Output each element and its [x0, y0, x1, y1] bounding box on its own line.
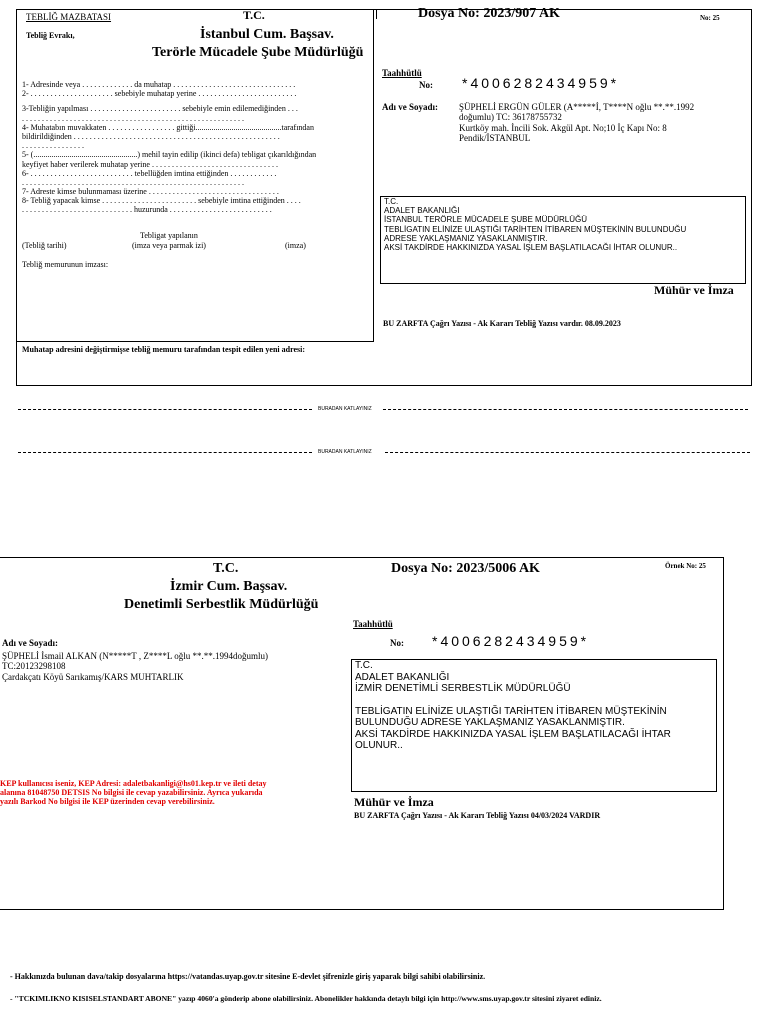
- form-line: 5- (....................................................) mehil tayin edilip (ikinci defa) tebligat çıkarıldığından: [22, 150, 317, 160]
- form-line: bildirildiğinden . . . . . . . . . . . . . . . . . . . . . . . . . . . . . . . . . . . . . . . . . . . . . . . . . . . .: [22, 131, 280, 141]
- fold-label-2: BURADAN KATLAYINIZ: [318, 449, 372, 455]
- bottom-unit: Denetimli Serbestlik Müdürlüğü: [124, 597, 319, 612]
- notice-line: AKSİ TAKDİRDE HAKKINIZDA YASAL İŞLEM BAŞLATILACAĞI İHTAR OLUNUR..: [384, 242, 678, 252]
- recipient-line: Pendik/İSTANBUL: [459, 133, 531, 144]
- top-tc: T.C.: [243, 8, 265, 22]
- footer-line-2: - "TCKIMLIKNO KISISELSTANDART ABONE" yazıp 4060'a gönderip abone olabilirsiniz. Abonelikler hakkında detaylı bilgi için http://www.sms.uyap.gov.tr sitesini ziyaret ediniz.: [10, 994, 602, 1003]
- bottom-notice-text: [355, 660, 713, 752]
- form-line: . . . . . . . . . . . . . . . . . . . . . . . . . . . . . . . . . . . . . . . . . . . . . . . . . . . . . . . .: [22, 113, 244, 123]
- notice-line: TEBLİGATIN ELİNİZE ULAŞTIĞI TARİHTEN İTİBAREN MÜŞTEKİNİN: [355, 705, 667, 717]
- top-zarf-icerik: BU ZARFTA Çağrı Yazısı - Ak Kararı Tebliğ Yazısı vardır. 08.09.2023: [383, 319, 621, 328]
- notice-line: T.C.: [355, 660, 373, 671]
- imza-parmak-izi: (imza veya parmak izi): [132, 241, 206, 250]
- recipient-line: Çardakçatı Köyü Sarıkamış/KARS MUHTARLIK: [2, 671, 184, 682]
- bottom-court: İzmir Cum. Başsav.: [170, 579, 288, 594]
- fold-line-solid-right: [385, 452, 750, 453]
- form-line: 1- Adresinde veya . . . . . . . . . . . . . da muhatap . . . . . . . . . . . . . . . . . . . . . . . . . . . . . . .: [22, 80, 296, 89]
- bottom-zarf-icerik: BU ZARFTA Çağrı Yazısı - Ak Kararı Tebliğ Yazısı 04/03/2024 VARDIR: [354, 811, 601, 820]
- tebligat-yapilanin: Tebligat yapılanın: [140, 231, 198, 240]
- bottom-taahhutlu: Taahhütlü: [353, 619, 393, 629]
- notice-line: OLUNUR..: [355, 740, 403, 751]
- kep-line: yazılı Barkod No bilgisi ile KEP üzerinden cevap verebilirsiniz.: [0, 797, 215, 807]
- footer-line-1: - Hakkınızda bulunan dava/takip dosyalarına https://vatandas.uyap.gov.tr sitesine E-devlet şifrenizle giriş yaparak bilgi sahibi olabilirsiniz.: [10, 972, 486, 981]
- form-line: . . . . . . . . . . . . . . . . . . . . . . . . . . . . . . . . . . . . . . . . . . . . . . . . . . . . . . . .: [22, 177, 244, 187]
- top-notice-text: [384, 197, 744, 252]
- recipient-line: Kurtköy mah. İncili Sok. Akgül Apt. No;10 İç Kapı No: 8: [459, 122, 667, 133]
- form-line: 7- Adreste kimse bulunmaması üzerine . . . . . . . . . . . . . . . . . . . . . . . . . . . . . . . . .: [22, 187, 279, 197]
- top-left-bottom-line: [16, 341, 374, 342]
- bottom-barcode-number: *4006282434959*: [432, 633, 590, 649]
- top-left-divider: [373, 9, 374, 342]
- fold-line-dashed-left: [18, 409, 312, 410]
- kep-info: [0, 779, 322, 807]
- imza: (imza): [285, 241, 306, 250]
- notice-line: ADALET BAKANLIĞI: [355, 671, 450, 683]
- top-dosya-no: Dosya No: 2023/907 AK: [418, 6, 560, 21]
- recipient-line: ŞÜPHELİ İsmail ALKAN (N*****T , Z****L oğlu **.**.1994doğumlu): [2, 651, 268, 661]
- top-taahhutlu: Taahhütlü: [382, 68, 422, 78]
- top-no: No: 25: [700, 14, 720, 22]
- bottom-tc: T.C.: [213, 561, 239, 576]
- notice-line: TEBLİGATIN ELİNİZE ULAŞTIĞI TARİHTEN İTİBAREN MÜŞTEKİNİN BULUNDUĞU: [384, 224, 687, 234]
- bottom-no-label: No:: [390, 638, 404, 648]
- top-adi-soyadi: Adı ve Soyadı:: [382, 102, 439, 112]
- muhatap-yeni-adres: Muhatap adresini değiştirmişse tebliğ memuru tarafından tespit edilen yeni adresi:: [22, 345, 306, 354]
- bottom-recipient: [2, 651, 332, 682]
- notice-line: T.C.: [384, 197, 399, 206]
- top-form-lines: [22, 80, 367, 215]
- bottom-muhur-imza: Mühür ve İmza: [354, 795, 434, 809]
- recipient-line: TC:20123298108: [2, 661, 66, 672]
- form-line: keyfiyet haber verilerek muhatap yerine . . . . . . . . . . . . . . . . . . . . . . . . . . . . . . . .: [22, 159, 278, 169]
- form-line: 3-Tebliğin yapılması . . . . . . . . . . . . . . . . . . . . . . . sebebiyle emin edilemediğinden . . .: [22, 104, 298, 114]
- top-recipient: [459, 102, 749, 143]
- notice-line: İSTANBUL TERÖRLE MÜCADELE ŞUBE MÜDÜRLÜĞÜ: [384, 215, 587, 225]
- bottom-form-top-border: [0, 557, 724, 558]
- fold-label-1: BURADAN KATLAYINIZ: [318, 406, 372, 412]
- top-divider: [376, 9, 377, 19]
- form-line: . . . . . . . . . . . . . . . .: [22, 141, 84, 151]
- notice-line: [355, 695, 713, 706]
- top-barcode-number: *4006282434959*: [462, 75, 620, 91]
- fold-line-solid-left: [18, 452, 312, 453]
- memur-imzasi: Tebliğ memurunun imzası:: [22, 260, 109, 269]
- form-line: . . . . . . . . . . . . . . . . . . . . . . . . . . . . huzurunda . . . . . . . . . . . . . . . . . . . . . . . . . .: [22, 205, 272, 215]
- top-muhur-imza: Mühür ve İmza: [654, 283, 734, 297]
- notice-line: BULUNDUĞU ADRESE YAKLAŞMANIZ YASAKLANMIŞTIR.: [355, 717, 625, 728]
- kep-line: alanına 81048750 DETSIS No bilgisi ile cevap yazabilirsiniz. Ayrıca yukarıda: [0, 788, 263, 798]
- recipient-line: doğumlu) TC: 36178755732: [459, 112, 562, 123]
- notice-line: ADALET BAKANLIĞI: [384, 206, 460, 216]
- bottom-form-bottom-border: [0, 909, 724, 910]
- recipient-line: ŞÜPHELİ ERGÜN GÜLER (A*****İ, T****N oğlu **.**.1992: [459, 102, 695, 112]
- form-line: 6- . . . . . . . . . . . . . . . . . . . . . . . . . . tebellüğden imtina ettiğinden . . . . . . . . . . . .: [22, 168, 277, 178]
- kep-line: KEP kullanıcısı iseniz, KEP Adresi: adaletbakanligi@hs01.kep.tr ve ileti detay: [0, 779, 267, 788]
- notice-line: İZMİR DENETİMLİ SERBESTLİK MÜDÜRLÜĞÜ: [355, 683, 571, 694]
- notice-line: AKSİ TAKDİRDE HAKKINIZDA YASAL İŞLEM BAŞLATILACAĞI İHTAR: [355, 728, 671, 740]
- form-line: 4- Muhatabın muvakkaten . . . . . . . . . . . . . . . . . gittiği...........................................tarafından: [22, 122, 314, 132]
- top-court: İstanbul Cum. Başsav.: [200, 27, 334, 42]
- teblig-evraki: Tebliğ Evrakı,: [26, 31, 75, 40]
- form-line: 8- Tebliğ yapacak kimse . . . . . . . . . . . . . . . . . . . . . . . . sebebiyle imtina ettiğinden . . . .: [22, 196, 301, 206]
- bottom-ornek-no: Örnek No: 25: [665, 562, 706, 570]
- top-no-label: No:: [419, 80, 433, 90]
- teblig-mazbatasi: TEBLİĞ MAZBATASI: [26, 12, 112, 22]
- teblig-tarihi: (Tebliğ tarihi): [22, 241, 67, 250]
- bottom-adi-soyadi: Adı ve Soyadı:: [2, 638, 59, 648]
- bottom-dosya-no: Dosya No: 2023/5006 AK: [391, 561, 540, 576]
- form-line: 2- . . . . . . . . . . . . . . . . . . . . . sebebiyle muhatap yerine . . . . . . . . . . . . . . . . . . . . . . . . .: [22, 89, 297, 99]
- fold-line-dashed-right: [383, 409, 748, 410]
- notice-line: ADRESE YAKLAŞMANIZ YASAKLANMIŞTIR.: [384, 233, 548, 243]
- top-unit: Terörle Mücadele Şube Müdürlüğü: [152, 45, 364, 60]
- bottom-form-right-border: [723, 557, 724, 910]
